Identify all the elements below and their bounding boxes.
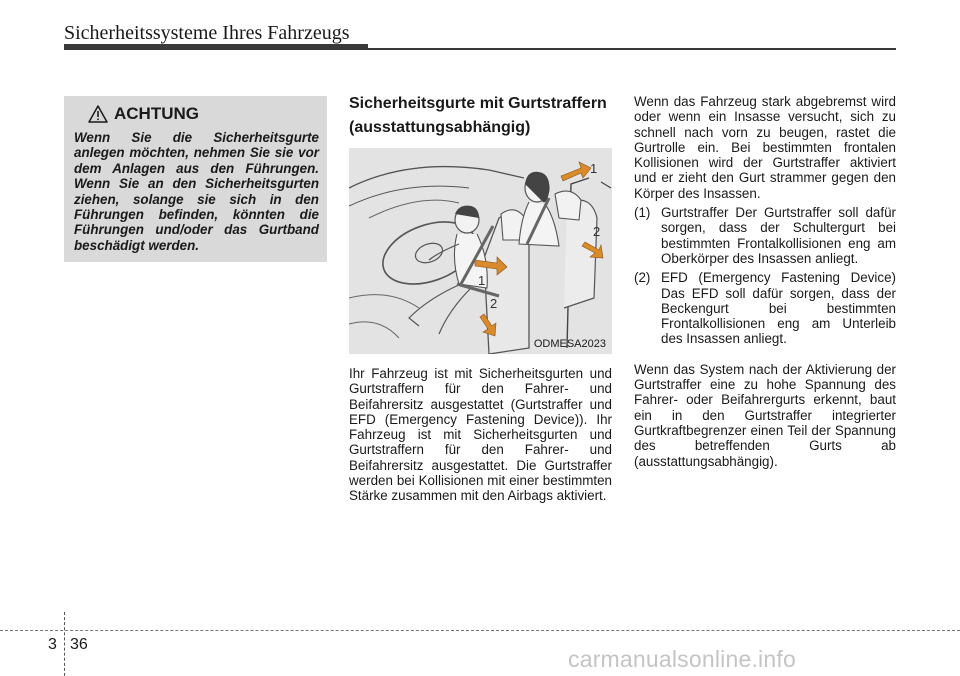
intro-paragraph: Wenn das Fahrzeug stark abgebremst wird oder wenn ein Insasse versucht, sich zu schnell nach vorn zu beugen, rastet die Gurtrolle ein. Bei bestimmten frontalen Kollisionen wird der Gurtstraffer aktiviert und er zieht den Gurt strammer gegen den Körper des Insassen. (634, 94, 896, 201)
header-rule-thin (368, 48, 896, 50)
chapter-number: 3 (48, 636, 57, 653)
page-header-title: Sicherheitssysteme Ihres Fahrzeugs (64, 22, 350, 44)
middle-column (349, 92, 612, 504)
watermark: carmanualsonline.info (568, 646, 796, 672)
warning-box (64, 96, 327, 262)
warning-title: ACHTUNG (114, 104, 199, 123)
list-number: (1) (634, 205, 651, 221)
list-number: (2) (634, 270, 651, 286)
figure-code: ODMESA2023 (533, 338, 606, 350)
list-item (634, 205, 896, 266)
closing-paragraph: Wenn das System nach der Aktivierung der Gurtstraffer eine zu hohe Spannung des Fahrer- oder Beifahrergurts erkennt, baut ein in den Gurtstraffer integrierter Gurtkraftbegrenzer einen Teil der Spannung des betreffenden Gurts ab (ausstattungsabhängig). (634, 361, 896, 469)
warning-text: Wenn Sie die Sicherheitsgurte anlegen möchten, nehmen Sie sie vor dem Anlagen aus den Führungen. Wenn Sie an den Sicherheitsgurten ziehen, solange sie sich in den Führungen befinden, könnten die Führungen und/oder das Gurtband beschädigt werden. (74, 130, 319, 253)
footer-vertical-divider (64, 612, 65, 676)
list-text: Gurtstraffer Der Gurtstraffer soll dafür sorgen, dass der Schultergurt bei bestimmten Frontalkollisionen eng am Oberkörper des Insassen anliegt. (661, 205, 896, 266)
list-item (634, 270, 896, 346)
callout-label: 2 (490, 296, 498, 311)
warning-header (88, 104, 319, 124)
right-column (634, 94, 896, 469)
seatbelt-pretensioner-illustration (349, 148, 612, 354)
warning-triangle-icon (88, 105, 108, 123)
header-rule (64, 44, 368, 50)
footer-divider (0, 630, 960, 631)
page-number: 36 (70, 636, 88, 653)
callout-label: 1 (478, 273, 486, 288)
callout-label: 1 (590, 161, 598, 176)
section-paragraph: Ihr Fahrzeug ist mit Sicherheitsgurten und Gurtstraffern für den Fahrer- und Beifahrersitz ausgestattet (Gurtstraffer und EFD (Emergency Fastening Device)). Ihr Fahrzeug ist mit Sicherheitsgurten und Gurtstraffern für den Fahrer- und Beifahrersitz ausgestattet. Die Gurtstraffer werden bei Kollisionen mit einer bestimmten Stärke zusammen mit den Airbags aktiviert. (349, 366, 612, 504)
list-text: EFD (Emergency Fastening Device) Das EFD soll dafür sorgen, dass der Beckengurt bei bestimmten Frontalkollisionen eng am Unterleib des Insassen anliegt. (661, 270, 896, 347)
callout-label: 2 (593, 224, 601, 239)
section-heading: Sicherheitsgurte mit Gurtstraffern (ausstattungsabhängig) (349, 95, 607, 136)
